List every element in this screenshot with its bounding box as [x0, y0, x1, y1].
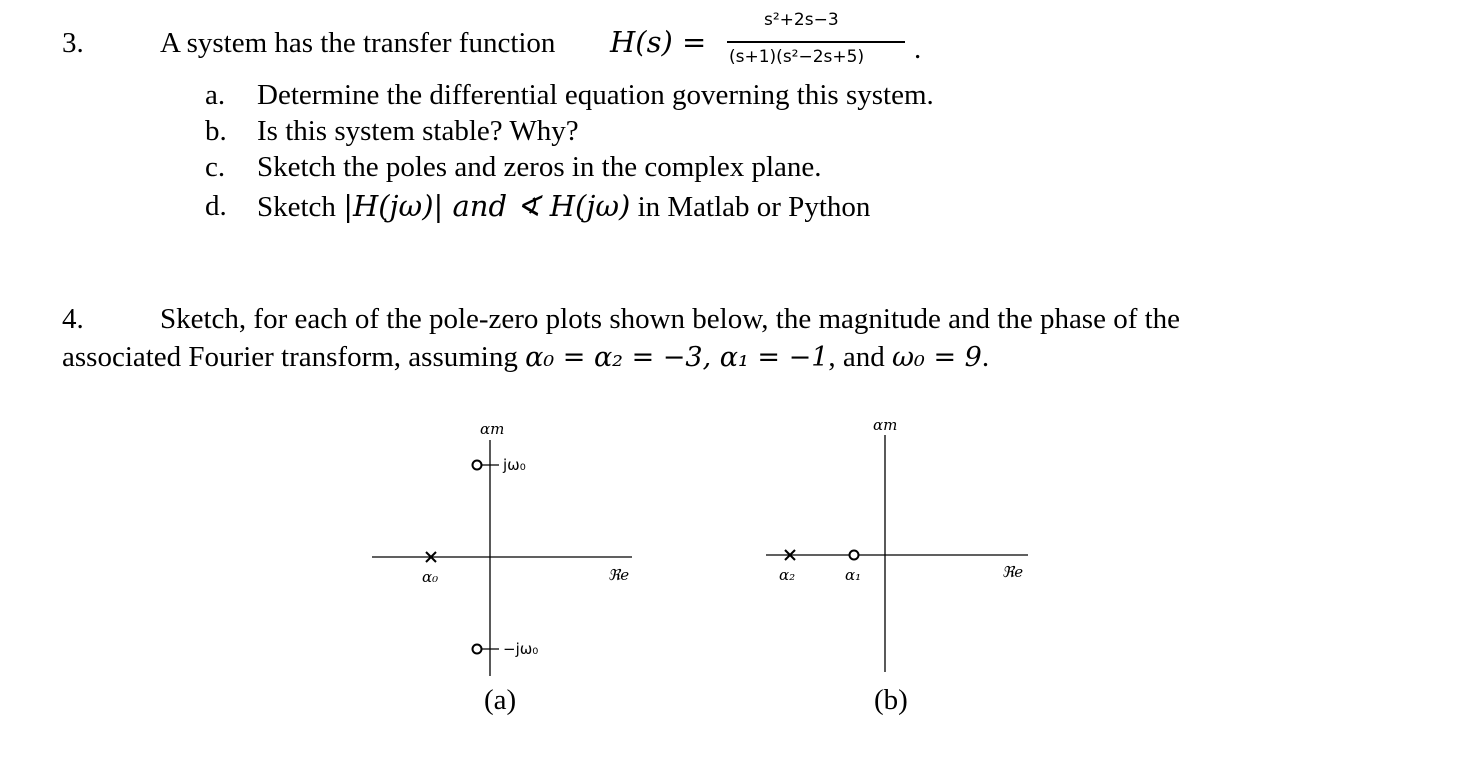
- problem-4-line-2-mid: , and: [828, 341, 893, 373]
- plot-b-im-label: ɑm: [873, 416, 898, 434]
- fraction-period: .: [914, 33, 922, 65]
- item-d-math: |H(jω)| and ∢ H(jω): [343, 189, 631, 223]
- item-d-text-post: in Matlab or Python: [630, 191, 871, 223]
- problem-4-number: 4.: [62, 303, 84, 335]
- fraction-numerator: s²+2s−3: [764, 10, 839, 30]
- item-d-letter: d.: [205, 190, 227, 222]
- fraction-denominator: (s+1)(s²−2s+5): [729, 47, 865, 67]
- problem-4-alpha-values: α₀ = α₂ = −3, α₁ = −1: [525, 342, 829, 373]
- plot-a-re-label: ℜe: [608, 566, 630, 584]
- transfer-function-label: H(s) =: [610, 25, 707, 59]
- plot-b-caption: (b): [874, 684, 908, 716]
- plot-a-im-label: ɑm: [480, 420, 505, 438]
- plot-b-zero-icon: [850, 551, 859, 560]
- problem-4-line-2-pre: associated Fourier transform, assuming: [62, 341, 526, 373]
- problem-3-lead: A system has the transfer function: [160, 27, 556, 59]
- item-c-letter: c.: [205, 151, 226, 183]
- problem-3-number: 3.: [62, 27, 84, 59]
- item-b-letter: b.: [205, 115, 227, 147]
- problem-4-line-1: Sketch, for each of the pole-zero plots shown below, the magnitude and the phase of the: [160, 303, 1181, 335]
- item-c-text: Sketch the poles and zeros in the complex plane.: [257, 151, 822, 183]
- plot-b-pole-label: α₂: [779, 566, 796, 584]
- plot-b-re-label: ℜe: [1002, 563, 1024, 581]
- item-a-text: Determine the differential equation governing this system.: [257, 79, 934, 111]
- problem-4-omega-value: ω₀ = 9: [892, 342, 982, 373]
- problem-4-line-2-end: .: [981, 341, 990, 373]
- plot-b-zero-label: α₁: [845, 566, 862, 584]
- plot-a-zero-top-label: jω₀: [503, 456, 526, 474]
- plot-a-pole-label: α₀: [422, 568, 439, 586]
- plot-a-zero-bottom-label: −jω₀: [503, 640, 539, 658]
- plot-a-caption: (a): [484, 684, 517, 716]
- item-b-text: Is this system stable? Why?: [257, 115, 579, 147]
- item-a-letter: a.: [205, 79, 226, 111]
- item-d-text-pre: Sketch: [257, 191, 344, 223]
